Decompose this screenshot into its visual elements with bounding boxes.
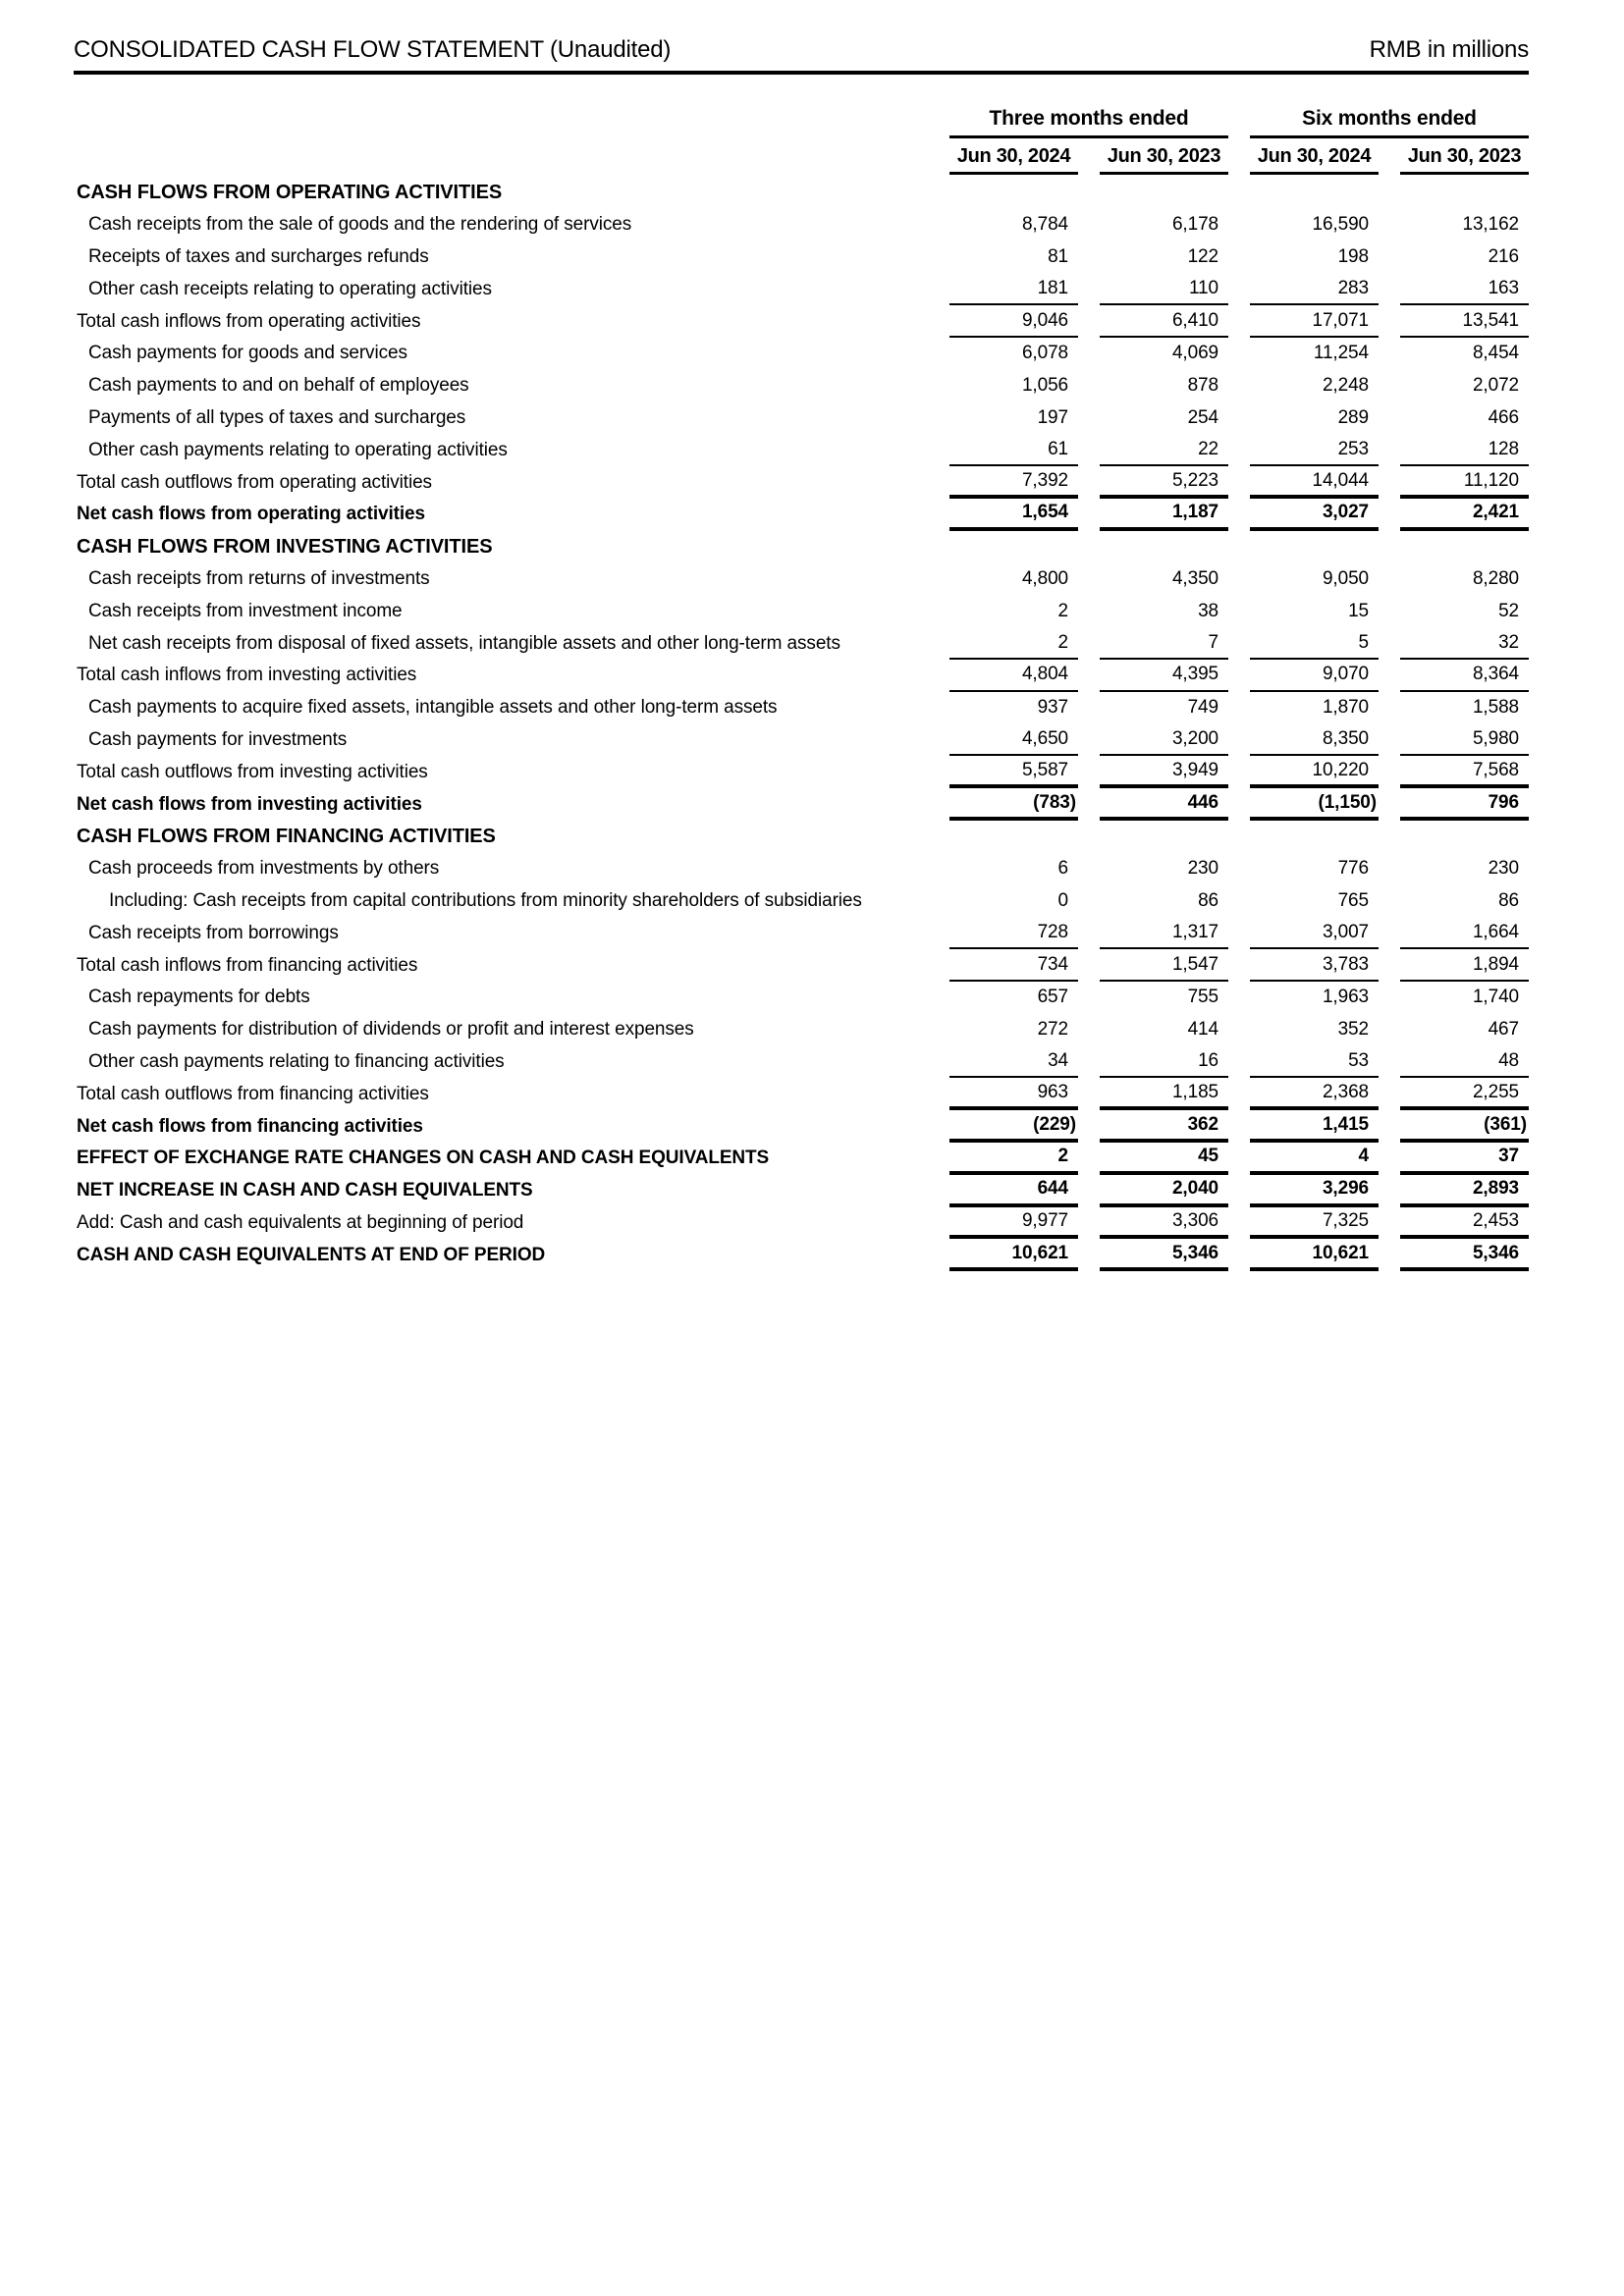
row-label: Cash payments to and on behalf of employees xyxy=(88,375,469,397)
row-label: Other cash payments relating to operating activities xyxy=(88,439,508,460)
value-cell xyxy=(1400,531,1529,563)
table-row xyxy=(74,434,1529,466)
value-cell: 2,072 xyxy=(1472,375,1519,397)
table-row xyxy=(74,177,1529,209)
value-cell: 749 xyxy=(1187,697,1218,719)
table-row xyxy=(74,1110,1529,1143)
table-row xyxy=(74,660,1529,692)
value-cell: 1,654 xyxy=(949,499,1078,531)
value-cell: 128 xyxy=(1400,434,1529,466)
value-cell xyxy=(1250,531,1379,563)
table-row xyxy=(74,595,1529,627)
row-label: CASH FLOWS FROM FINANCING ACTIVITIES xyxy=(77,825,496,847)
value-cell: 466 xyxy=(1488,406,1519,428)
value-cell: 7,392 xyxy=(949,466,1078,499)
column-header-q-2023: Jun 30, 2023 xyxy=(1100,144,1228,175)
value-cell: 272 xyxy=(1037,1019,1068,1041)
table-row xyxy=(74,209,1529,241)
value-cell: 16 xyxy=(1100,1046,1228,1079)
value-cell: 0 xyxy=(1057,889,1068,911)
value-cell: 61 xyxy=(949,434,1078,466)
value-cell: 796 xyxy=(1400,788,1529,821)
value-cell: 362 xyxy=(1100,1110,1228,1143)
value-cell: 8,784 xyxy=(1021,214,1068,236)
value-cell: 110 xyxy=(1100,273,1228,305)
row-label: Including: Cash receipts from capital contributions from minority shareholders of subsidiaries xyxy=(109,889,862,911)
value-cell: 3,783 xyxy=(1250,949,1379,982)
row-label: Net cash receipts from disposal of fixed assets, intangible assets and other long-term assets xyxy=(88,632,840,654)
value-cell: 11,120 xyxy=(1400,466,1529,499)
value-cell: 5,223 xyxy=(1100,466,1228,499)
value-cell: (1,150) xyxy=(1250,788,1379,821)
value-cell xyxy=(1250,177,1379,209)
value-cell: 963 xyxy=(949,1078,1078,1110)
row-label: Cash receipts from investment income xyxy=(88,600,403,621)
value-cell: 8,364 xyxy=(1400,660,1529,692)
value-cell: 10,220 xyxy=(1250,756,1379,788)
row-label: Payments of all types of taxes and surcharges xyxy=(88,406,466,428)
value-cell: 11,254 xyxy=(1313,343,1369,364)
row-label: Total cash inflows from operating activities xyxy=(77,310,421,332)
value-cell: 1,317 xyxy=(1100,917,1228,949)
row-label: Net cash flows from operating activities xyxy=(77,504,425,525)
value-cell xyxy=(1400,821,1529,853)
value-cell: 5 xyxy=(1250,627,1379,660)
value-cell: 5,587 xyxy=(949,756,1078,788)
value-cell: 6,178 xyxy=(1171,214,1218,236)
value-cell: 52 xyxy=(1498,600,1519,621)
table-row xyxy=(74,756,1529,788)
value-cell: 32 xyxy=(1400,627,1529,660)
value-cell: 22 xyxy=(1100,434,1228,466)
row-label: Other cash receipts relating to operating activities xyxy=(88,278,492,299)
value-cell: 16,590 xyxy=(1312,214,1369,236)
value-cell: 216 xyxy=(1488,245,1519,267)
value-cell: 81 xyxy=(1048,245,1068,267)
row-label: Total cash inflows from investing activities xyxy=(77,665,417,686)
value-cell: 755 xyxy=(1187,987,1218,1008)
value-cell: 45 xyxy=(1100,1143,1228,1175)
value-cell: 4,395 xyxy=(1100,660,1228,692)
table-row xyxy=(74,338,1529,370)
table-row xyxy=(74,917,1529,949)
value-cell: 3,306 xyxy=(1100,1207,1228,1240)
value-cell: 289 xyxy=(1337,406,1369,428)
value-cell: 776 xyxy=(1337,858,1369,880)
value-cell: 352 xyxy=(1337,1019,1369,1041)
value-cell: 4 xyxy=(1250,1143,1379,1175)
table-row xyxy=(74,563,1529,596)
value-cell: 3,007 xyxy=(1250,917,1379,949)
value-cell: 197 xyxy=(1037,406,1068,428)
column-header-spacer xyxy=(74,144,928,175)
value-cell: 4,069 xyxy=(1171,343,1218,364)
table-row xyxy=(74,788,1529,821)
value-cell: 2,255 xyxy=(1400,1078,1529,1110)
value-cell: 5,980 xyxy=(1400,724,1529,757)
value-cell: 254 xyxy=(1187,406,1218,428)
value-cell: 657 xyxy=(1037,987,1068,1008)
table-row xyxy=(74,1207,1529,1240)
value-cell: 2,421 xyxy=(1400,499,1529,531)
row-label: Receipts of taxes and surcharges refunds xyxy=(88,245,429,267)
unit-label: RMB in millions xyxy=(1369,36,1529,63)
row-label: Total cash outflows from operating activities xyxy=(77,471,432,493)
cash-flow-statement-rows xyxy=(74,177,1529,1271)
value-cell: 4,804 xyxy=(949,660,1078,692)
table-row xyxy=(74,1143,1529,1175)
value-cell: 9,046 xyxy=(949,305,1078,338)
row-label: Total cash outflows from investing activities xyxy=(77,761,428,782)
value-cell: 1,056 xyxy=(1021,375,1068,397)
statement-content xyxy=(74,0,1529,1271)
value-cell: 48 xyxy=(1400,1046,1529,1079)
value-cell: 734 xyxy=(949,949,1078,982)
value-cell: 6 xyxy=(1057,858,1068,880)
table-row xyxy=(74,370,1529,402)
table-row xyxy=(74,531,1529,563)
value-cell xyxy=(1100,821,1228,853)
value-cell: 9,070 xyxy=(1250,660,1379,692)
row-label: Total cash outflows from financing activities xyxy=(77,1083,429,1104)
value-cell xyxy=(949,531,1078,563)
value-cell: 1,664 xyxy=(1400,917,1529,949)
value-cell: 1,187 xyxy=(1100,499,1228,531)
value-cell: 7,325 xyxy=(1250,1207,1379,1240)
value-cell: 5,346 xyxy=(1400,1239,1529,1271)
value-cell: 253 xyxy=(1250,434,1379,466)
value-cell: 467 xyxy=(1488,1019,1519,1041)
table-row xyxy=(74,982,1529,1014)
value-cell: 728 xyxy=(949,917,1078,949)
table-row xyxy=(74,724,1529,757)
value-cell xyxy=(1400,177,1529,209)
row-label: Total cash inflows from financing activities xyxy=(77,954,418,976)
value-cell: 13,541 xyxy=(1400,305,1529,338)
table-row xyxy=(74,853,1529,885)
row-label: Cash receipts from borrowings xyxy=(88,922,339,943)
column-header-h-2023: Jun 30, 2023 xyxy=(1400,144,1529,175)
value-cell xyxy=(1250,821,1379,853)
value-cell: 2,248 xyxy=(1322,375,1369,397)
value-cell: 1,870 xyxy=(1322,697,1369,719)
value-cell: 283 xyxy=(1250,273,1379,305)
table-row xyxy=(74,273,1529,305)
value-cell: 644 xyxy=(949,1175,1078,1207)
value-cell: 9,977 xyxy=(949,1207,1078,1240)
value-cell: 2,368 xyxy=(1250,1078,1379,1110)
value-cell: 2,893 xyxy=(1400,1175,1529,1207)
value-cell: 4,800 xyxy=(1021,567,1068,589)
table-row xyxy=(74,466,1529,499)
value-cell: 10,621 xyxy=(1250,1239,1379,1271)
table-row xyxy=(74,1175,1529,1207)
value-cell: 17,071 xyxy=(1250,305,1379,338)
table-row xyxy=(74,1239,1529,1271)
value-cell: 86 xyxy=(1198,889,1218,911)
value-cell: 4,650 xyxy=(949,724,1078,757)
value-cell: 10,621 xyxy=(949,1239,1078,1271)
value-cell: 13,162 xyxy=(1462,214,1519,236)
value-cell: 6,410 xyxy=(1100,305,1228,338)
table-row xyxy=(74,1046,1529,1079)
value-cell: 38 xyxy=(1198,600,1218,621)
row-label: Cash payments for distribution of dividends or profit and interest expenses xyxy=(88,1019,694,1041)
row-label: Cash payments to acquire fixed assets, intangible assets and other long-term assets xyxy=(88,697,778,719)
value-cell: 3,296 xyxy=(1250,1175,1379,1207)
table-row xyxy=(74,241,1529,274)
value-cell: 8,454 xyxy=(1472,343,1519,364)
value-cell: 6,078 xyxy=(1021,343,1068,364)
table-row xyxy=(74,885,1529,918)
value-cell: 122 xyxy=(1187,245,1218,267)
value-cell: 8,280 xyxy=(1472,567,1519,589)
value-cell: 9,050 xyxy=(1322,567,1369,589)
table-row xyxy=(74,949,1529,982)
value-cell: 53 xyxy=(1250,1046,1379,1079)
value-cell: 414 xyxy=(1187,1019,1218,1041)
value-cell: 2 xyxy=(949,1143,1078,1175)
value-cell: 2 xyxy=(949,627,1078,660)
value-cell: 15 xyxy=(1348,600,1369,621)
value-cell: 1,963 xyxy=(1322,987,1369,1008)
value-cell: 878 xyxy=(1187,375,1218,397)
column-group-row xyxy=(74,107,1529,138)
value-cell: 7,568 xyxy=(1400,756,1529,788)
value-cell: 34 xyxy=(949,1046,1078,1079)
document-header xyxy=(74,0,1529,75)
value-cell: 230 xyxy=(1187,858,1218,880)
value-cell: (361) xyxy=(1400,1110,1529,1143)
table-row xyxy=(74,1014,1529,1046)
row-label: CASH FLOWS FROM OPERATING ACTIVITIES xyxy=(77,181,503,203)
value-cell xyxy=(949,177,1078,209)
table-row xyxy=(74,821,1529,853)
column-group-six-months-ended: Six months ended xyxy=(1250,107,1529,138)
value-cell: 765 xyxy=(1337,889,1369,911)
row-label: Add: Cash and cash equivalents at beginning of period xyxy=(77,1211,524,1233)
value-cell xyxy=(1100,531,1228,563)
table-row xyxy=(74,499,1529,531)
value-cell: (783) xyxy=(949,788,1078,821)
row-label: NET INCREASE IN CASH AND CASH EQUIVALENTS xyxy=(77,1180,533,1201)
value-cell: 3,027 xyxy=(1250,499,1379,531)
value-cell: 1,894 xyxy=(1400,949,1529,982)
value-cell: 2,040 xyxy=(1100,1175,1228,1207)
row-label: Other cash payments relating to financing activities xyxy=(88,1050,505,1072)
row-label: Cash payments for goods and services xyxy=(88,343,407,364)
table-row xyxy=(74,305,1529,338)
table-row xyxy=(74,627,1529,660)
row-label: Net cash flows from financing activities xyxy=(77,1115,423,1137)
value-cell: 14,044 xyxy=(1250,466,1379,499)
value-cell: 1,740 xyxy=(1472,987,1519,1008)
value-cell: 937 xyxy=(1037,697,1068,719)
row-label: CASH AND CASH EQUIVALENTS AT END OF PERIOD xyxy=(77,1244,546,1265)
column-header-h-2024: Jun 30, 2024 xyxy=(1250,144,1379,175)
value-cell: (229) xyxy=(949,1110,1078,1143)
column-header-row xyxy=(74,144,1529,175)
value-cell: 3,200 xyxy=(1100,724,1228,757)
value-cell xyxy=(1100,177,1228,209)
value-cell: 86 xyxy=(1498,889,1519,911)
value-cell: 4,350 xyxy=(1171,567,1218,589)
value-cell: 1,547 xyxy=(1100,949,1228,982)
row-label: Cash receipts from the sale of goods and the rendering of services xyxy=(88,214,632,236)
value-cell: 198 xyxy=(1337,245,1369,267)
value-cell: 163 xyxy=(1400,273,1529,305)
value-cell: 1,588 xyxy=(1472,697,1519,719)
value-cell: 8,350 xyxy=(1250,724,1379,757)
row-label: Net cash flows from investing activities xyxy=(77,793,422,815)
value-cell: 37 xyxy=(1400,1143,1529,1175)
value-cell: 446 xyxy=(1100,788,1228,821)
value-cell: 2 xyxy=(1057,600,1068,621)
row-label: EFFECT OF EXCHANGE RATE CHANGES ON CASH AND CASH EQUIVALENTS xyxy=(77,1148,770,1169)
value-cell: 7 xyxy=(1100,627,1228,660)
row-label: Cash repayments for debts xyxy=(88,987,310,1008)
value-cell: 5,346 xyxy=(1100,1239,1228,1271)
value-cell: 3,949 xyxy=(1100,756,1228,788)
table-row xyxy=(74,1078,1529,1110)
value-cell xyxy=(949,821,1078,853)
value-cell: 2,453 xyxy=(1400,1207,1529,1240)
value-cell: 230 xyxy=(1488,858,1519,880)
document-title: CONSOLIDATED CASH FLOW STATEMENT (Unaudited) xyxy=(74,36,672,63)
value-cell: 1,415 xyxy=(1250,1110,1379,1143)
column-group-three-months-ended: Three months ended xyxy=(949,107,1228,138)
row-label: Cash receipts from returns of investments xyxy=(88,567,430,589)
value-cell: 181 xyxy=(949,273,1078,305)
row-label: Cash proceeds from investments by others xyxy=(88,858,440,880)
column-header-q-2024: Jun 30, 2024 xyxy=(949,144,1078,175)
row-label: CASH FLOWS FROM INVESTING ACTIVITIES xyxy=(77,535,493,558)
table-row xyxy=(74,402,1529,435)
table-row xyxy=(74,692,1529,724)
row-label: Cash payments for investments xyxy=(88,728,348,750)
value-cell: 1,185 xyxy=(1100,1078,1228,1110)
